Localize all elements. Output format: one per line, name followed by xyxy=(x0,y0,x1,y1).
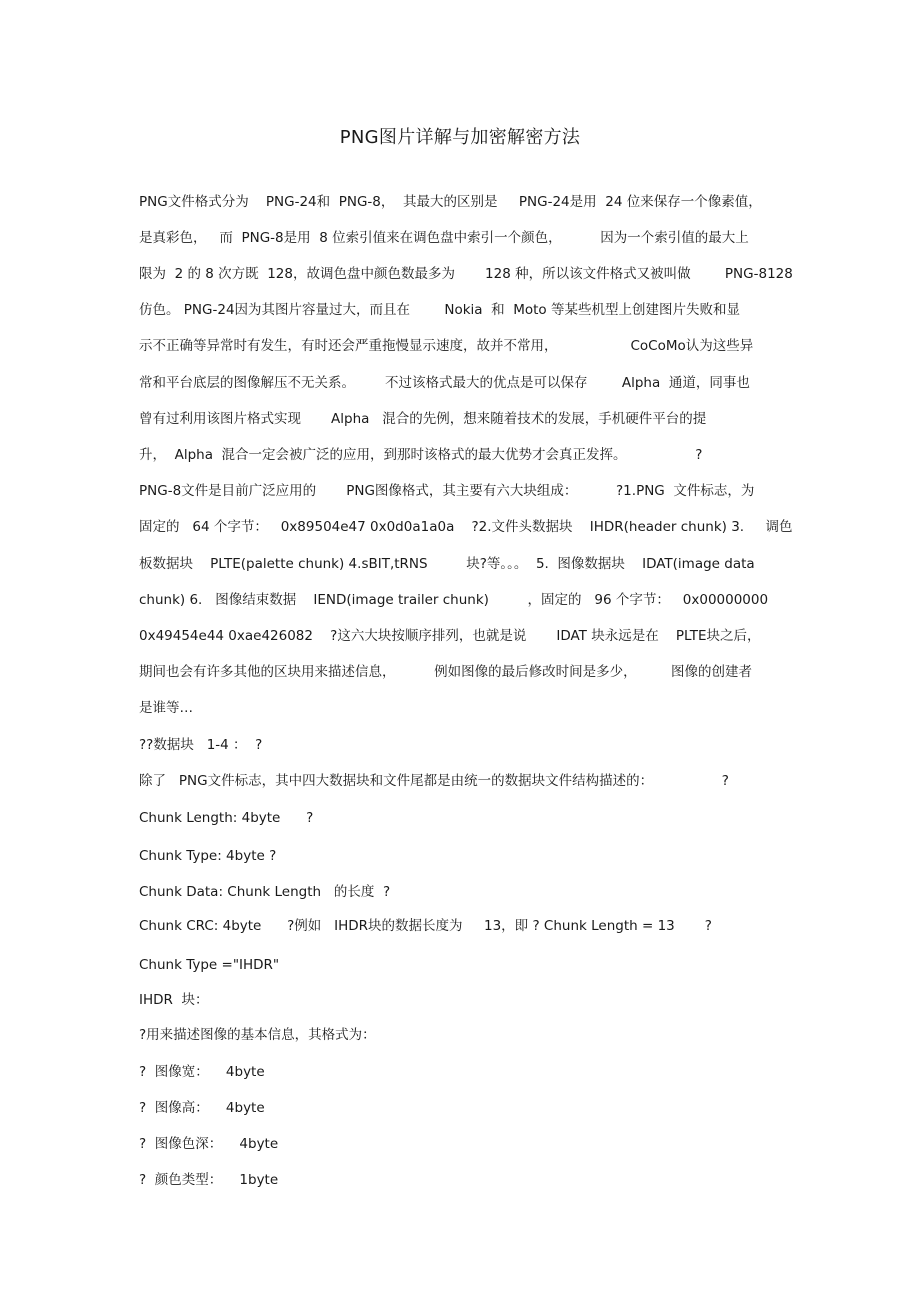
paragraph-line: chunk) 6. 图像结束数据 IEND(image trailer chunk) ，固定的 96 个字节： 0x00000000 xyxy=(139,592,769,608)
paragraph-line: Chunk CRC: 4byte ?例如 IHDR块的数据长度为 13，即 ? Chunk Length = 13 ? xyxy=(139,918,712,934)
paragraph-line: 期间也会有许多其他的区块用来描述信息， 例如图像的最后修改时间是多少， 图像的创建者 xyxy=(139,664,752,680)
paragraph-line: IHDR 块： xyxy=(139,992,209,1008)
paragraph-line: Chunk Data: Chunk Length 的长度 ? xyxy=(139,884,391,900)
paragraph-line: ? 图像高： 4byte xyxy=(139,1100,265,1116)
paragraph-line: 板数据块 PLTE(palette chunk) 4.sBIT,tRNS 块?等。。。 5. 图像数据块 IDAT(image data xyxy=(139,556,755,572)
paragraph-line: 仿色。 PNG-24因为其图片容量过大，而且在 Nokia 和 Moto 等某些机型上创建图片失败和显 xyxy=(139,302,740,318)
paragraph-line: 0x49454e44 0xae426082 ?这六大块按顺序排列，也就是说 IDAT 块永远是在 PLTE块之后， xyxy=(139,628,761,644)
document-title: PNG图片详解与加密解密方法 xyxy=(339,127,581,148)
paragraph-line: 示不正确等异常时有发生，有时还会严重拖慢显示速度，故并不常用， CoCoMo认为这些异 xyxy=(139,338,754,354)
paragraph-line: 除了 PNG文件标志，其中四大数据块和文件尾都是由统一的数据块文件结构描述的： ? xyxy=(139,773,729,789)
paragraph-line: 是谁等… xyxy=(139,700,193,716)
paragraph-line: 曾有过利用该图片格式实现 Alpha 混合的先例，想来随着技术的发展，手机硬件平台的提 xyxy=(139,411,707,427)
paragraph-line: ? 颜色类型： 1byte xyxy=(139,1172,279,1188)
paragraph-line: 常和平台底层的图像解压不无关系。 不过该格式最大的优点是可以保存 Alpha 通道，同事也 xyxy=(139,375,750,391)
paragraph-line: Chunk Length: 4byte ? xyxy=(139,810,314,826)
paragraph-line: PNG文件格式分为 PNG-24和 PNG-8， 其最大的区别是 PNG-24是用 24 位来保存一个像素值， xyxy=(139,194,762,210)
paragraph-line: ? 图像宽： 4byte xyxy=(139,1064,265,1080)
paragraph-line: 固定的 64 个字节： 0x89504e47 0x0d0a1a0a ?2.文件头数据块 IHDR(header chunk) 3. 调色 xyxy=(139,519,793,535)
paragraph-line: ?用来描述图像的基本信息，其格式为： xyxy=(139,1027,376,1043)
paragraph-line: 升， Alpha 混合一定会被广泛的应用，到那时该格式的最大优势才会真正发挥。 ? xyxy=(139,447,703,463)
paragraph-line: PNG-8文件是目前广泛应用的 PNG图像格式，其主要有六大块组成： ?1.PNG 文件标志，为 xyxy=(139,483,755,499)
paragraph-line: ? 图像色深： 4byte xyxy=(139,1136,279,1152)
paragraph-line: Chunk Type ="IHDR" xyxy=(139,957,280,973)
paragraph-line: 是真彩色， 而 PNG-8是用 8 位索引值来在调色盘中索引一个颜色， 因为一个索引值的最大上 xyxy=(139,230,749,246)
paragraph-line: 限为 2 的 8 次方既 128，故调色盘中颜色数最多为 128 种，所以该文件格式又被叫做 PNG-8128 xyxy=(139,266,793,282)
paragraph-line: ??数据块 1-4 ： ? xyxy=(139,737,263,753)
paragraph-line: Chunk Type: 4byte ? xyxy=(139,848,277,864)
